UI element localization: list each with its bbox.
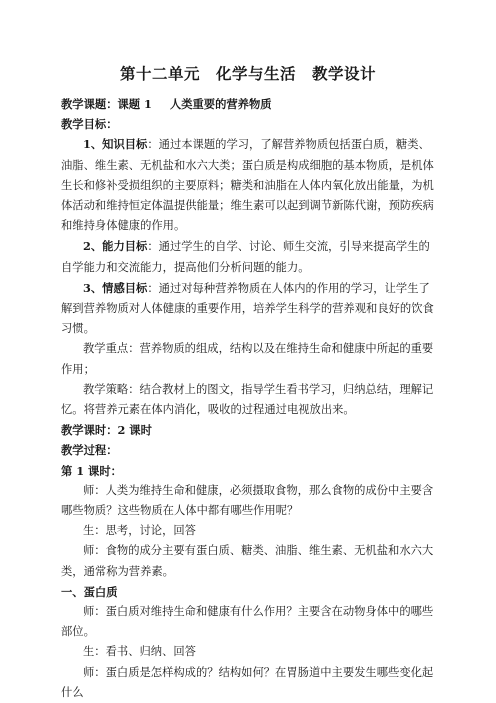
section-heading: 一、蛋白质 <box>61 584 118 599</box>
teaching-strategy: 教学策略：结合教材上的图文，指导学生看书学习，归纳总结，理解记忆。将营养元素在体内消化，吸收的过程通过电视放出来。 <box>61 382 434 417</box>
goal-emotion <box>61 278 441 340</box>
lesson-number: 课题 1 <box>117 97 152 111</box>
teacher-line: 师：人类为维持生命和健康，必须摄取食物，那么食物的成份中主要含哪些物质？这些物质在人体中都有哪些作用呢？ <box>61 483 434 518</box>
document-body <box>61 94 441 703</box>
goal-knowledge-text: ：通过本课题的学习，了解营养物质包括蛋白质，糖类、油脂、维生素、无机盐和水六大类；蛋白质是构成细胞的基本物质，是机体生长和修补受损组织的主要原料；糖类和油脂在人体内氧化放出能量，为机体活动和维持恒定体温提供能量；维生素可以起到调节新陈代谢，预防疾病和维持身体健康的作用。 <box>61 138 434 233</box>
goals-heading: 教学目标： <box>61 117 118 132</box>
student-line: 生：看书、归纳、回答 <box>83 645 196 659</box>
teacher-line: 师：蛋白质对维持生命和健康有什么作用？主要含在动物身体中的哪些部位。 <box>61 605 434 639</box>
lesson-name: 人类重要的营养物质 <box>169 97 272 111</box>
student-line: 生：思考，讨论，回答 <box>83 524 196 538</box>
goal-emotion-label: 3、情感目标 <box>83 280 148 295</box>
goal-ability <box>61 236 441 277</box>
class-hours: 教学课时：2 课时 <box>61 423 152 438</box>
goal-emotion-text: ：通过对每种营养物质在人体内的作用的学习，让学生了解到营养物质对人体健康的重要作用，培养学生科学的营养观和良好的饮食习惯。 <box>61 281 434 336</box>
lesson-topic-label: 教学课题： <box>61 97 118 111</box>
lesson-topic <box>61 94 441 114</box>
goal-knowledge-label: 1、知识目标 <box>83 137 148 152</box>
goal-knowledge <box>61 134 441 236</box>
teacher-line: 师：蛋白质是怎样构成的？结构如何？在胃肠道中主要发生哪些变化起什么 <box>61 665 434 699</box>
process-heading: 教学过程： <box>61 443 118 458</box>
goal-ability-text: ：通过学生的自学、讨论、师生交流，引导来提高学生的自学能力和交流能力，提高他们分析问题的能力。 <box>61 240 430 274</box>
document-title: 第十二单元 化学与生活 教学设计 <box>119 65 376 83</box>
goal-ability-label: 2、能力目标 <box>83 239 148 254</box>
teacher-line: 师：食物的成分主要有蛋白质、糖类、油脂、维生素、无机盐和水六大类，通常称为营养素。 <box>61 544 434 578</box>
key-points: 教学重点：营养物质的组成，结构以及在维持生命和健康中所起的重要作用； <box>61 342 434 376</box>
session-heading: 第 1 课时： <box>61 463 122 478</box>
